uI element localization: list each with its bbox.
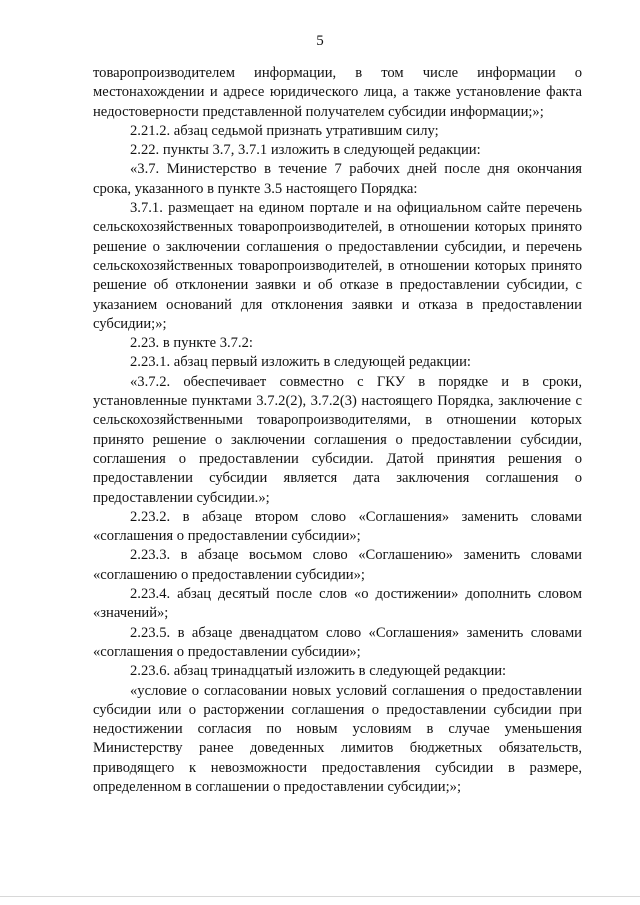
paragraph-2-22: 2.22. пункты 3.7, 3.7.1 изложить в следующей редакции: — [130, 142, 481, 159]
paragraph-continuation: товаропроизводителем информации, в том числе информации о местонахождении и адресе юридического лица, а также установление факта недостоверности представленной получателем субсидии информации;»; — [93, 65, 582, 120]
paragraph-2-23-6: 2.23.6. абзац тринадцатый изложить в следующей редакции: — [130, 663, 507, 680]
paragraph-2-23-4: 2.23.4. абзац десятый после слов «о достижении» дополнить словом «значений»; — [93, 586, 582, 622]
paragraph-3-7: «3.7. Министерство в течение 7 рабочих дней после дня окончания срока, указанного в пункте 3.5 настоящего Порядка: — [93, 161, 582, 197]
paragraph-2-23-2: 2.23.2. в абзаце втором слово «Соглашения» заменить словами «соглашения о предоставлении субсидии»; — [93, 508, 582, 545]
paragraph-3-7-1: 3.7.1. размещает на едином портале и на официальном сайте перечень сельскохозяйственных товаропроизводителей, в отношении которых принято решение о заключении соглашения о предоставлении субсидии, и перечень сельскохозяйственных товаропроизводителей, в отношении которых принято решение об отклонении заявки и об отказе в предоставлении субсидии, с указанием оснований для отклонения заявки и отказа в предоставлении субсидии;»; — [93, 200, 582, 332]
page-bottom-edge — [0, 896, 640, 897]
paragraph-2-23-1: 2.23.1. абзац первый изложить в следующей редакции: — [130, 354, 471, 371]
paragraph-2-21-2: 2.21.2. абзац седьмой признать утратившим силу; — [130, 122, 439, 139]
paragraph-2-23: 2.23. в пункте 3.7.2: — [130, 335, 253, 352]
paragraph-quoted-condition: «условие о согласовании новых условий соглашения о предоставлении субсидии или о расторжении соглашения о предоставлении субсидии при недостижении согласия по новым условиям в случае уменьшения Министерству ранее доведенных лимитов бюджетных обязательств, приводящего к невозможности предоставления субсидии в размере, определенном в соглашении о предоставлении субсидии;»; — [93, 682, 582, 795]
paragraph-2-23-5: 2.23.5. в абзаце двенадцатом слово «Соглашения» заменить словами «соглашения о предоставлении субсидии»; — [93, 624, 582, 660]
document-body — [93, 64, 582, 797]
page-number: 5 — [316, 33, 324, 49]
paragraph-3-7-2: «3.7.2. обеспечивает совместно с ГКУ в порядке и в сроки, установленные пунктами 3.7.2(2), 3.7.2(3) настоящего Порядка, заключение с сельскохозяйственными товаропроизводителями, в отношении которых принято решение о заключении соглашения о предоставлении субсидии, соглашения о предоставлении субсидии. Датой принятия решения о предоставлении субсидии является дата заключения соглашения о предоставлении субсидии.»; — [93, 373, 582, 506]
paragraph-2-23-3: 2.23.3. в абзаце восьмом слово «Соглашению» заменить словами «соглашению о предоставлении субсидии»; — [93, 547, 582, 583]
